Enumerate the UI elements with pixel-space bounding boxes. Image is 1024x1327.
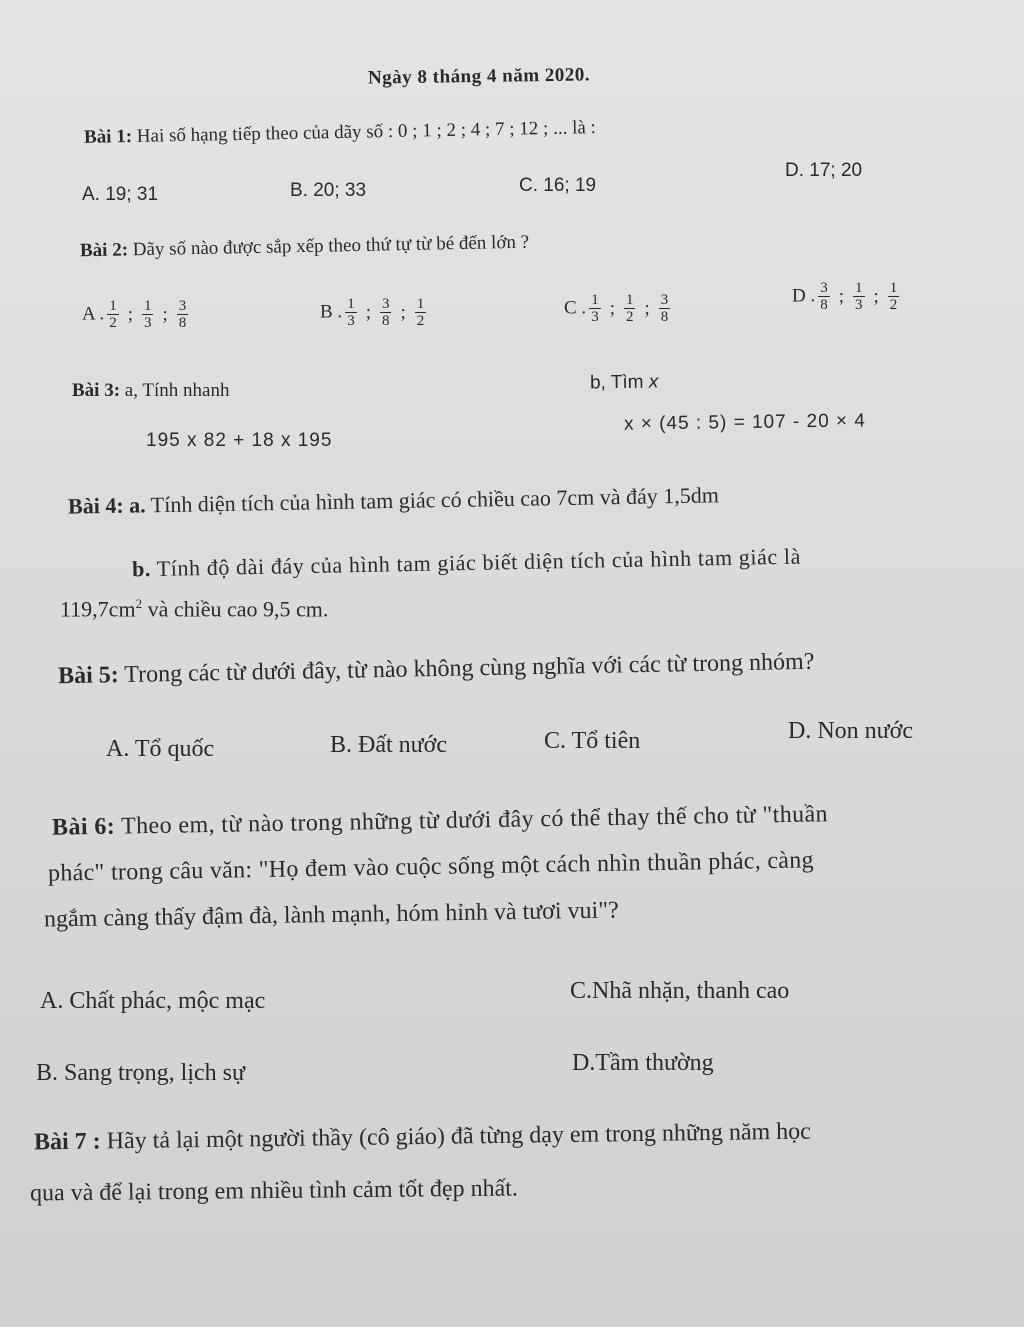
question-1 bbox=[84, 117, 596, 149]
fraction-numerator: 1 bbox=[143, 298, 152, 314]
fraction-numerator: 1 bbox=[889, 280, 898, 296]
fraction-denominator: 2 bbox=[889, 297, 898, 313]
question-4-label: Bài 4: bbox=[67, 492, 124, 519]
question-4b-label: b. bbox=[131, 556, 152, 582]
fraction bbox=[380, 296, 392, 329]
area-unit-exponent: 2 bbox=[135, 596, 143, 611]
fraction-denominator: 8 bbox=[660, 309, 669, 325]
q5-option-d: D. Non nước bbox=[788, 718, 914, 744]
fraction-separator: ; bbox=[162, 303, 168, 325]
fraction-numerator: 1 bbox=[347, 296, 355, 312]
q1-option-a: A. 19; 31 bbox=[82, 184, 159, 205]
fraction-numerator: 1 bbox=[416, 296, 425, 312]
q2-option-a bbox=[82, 298, 191, 331]
question-6-line-1 bbox=[52, 801, 828, 842]
q6-option-b: B. Sang trọng, lịch sự bbox=[36, 1060, 246, 1086]
question-3-label: Bài 3: bbox=[72, 380, 121, 401]
question-2-label: Bài 2: bbox=[79, 239, 129, 262]
q6-option-a: A. Chất phác, mộc mạc bbox=[40, 988, 266, 1014]
fraction bbox=[415, 296, 427, 329]
question-3-part-b-prefix: b, Tìm bbox=[589, 371, 644, 394]
fraction bbox=[818, 280, 830, 313]
question-4b-rest: và chiều cao 9,5 cm. bbox=[147, 596, 329, 622]
fraction-separator: ; bbox=[609, 297, 615, 319]
question-4a-label: a. bbox=[128, 492, 146, 518]
question-7-line-1 bbox=[34, 1119, 811, 1157]
question-3-expression-a: 195 x 82 + 18 x 195 bbox=[146, 430, 333, 451]
fraction-denominator: 8 bbox=[820, 297, 828, 313]
q6-option-c: C.Nhã nhặn, thanh cao bbox=[570, 978, 790, 1004]
fraction-separator: ; bbox=[127, 303, 133, 325]
q2-option-letter: D . bbox=[792, 285, 816, 307]
fraction-separator: ; bbox=[400, 301, 406, 323]
q2-option-letter: C . bbox=[564, 297, 587, 319]
question-6-line-3: ngắm càng thấy đậm đà, lành mạnh, hóm hỉnh và tươi vui"? bbox=[43, 897, 619, 933]
question-7-label: Bài 7 : bbox=[33, 1128, 101, 1156]
fraction bbox=[659, 292, 671, 325]
fraction-numerator: 1 bbox=[109, 298, 117, 314]
fraction-separator: ; bbox=[365, 301, 371, 323]
fraction-separator: ; bbox=[838, 285, 845, 307]
q2-option-b bbox=[320, 296, 429, 329]
question-6-line-2: phác" trong câu văn: "Họ đem vào cuộc sống một cách nhìn thuần phác, càng bbox=[47, 847, 815, 887]
fraction-denominator: 3 bbox=[143, 315, 152, 331]
fraction-numerator: 1 bbox=[591, 292, 599, 308]
fraction-denominator: 3 bbox=[347, 313, 355, 329]
question-1-text: Hai số hạng tiếp theo của dãy số : 0 ; 1 ; 2 ; 4 ; 7 ; 12 ; ... là : bbox=[136, 117, 597, 147]
q2-option-letter: A . bbox=[82, 303, 105, 325]
question-3 bbox=[72, 380, 229, 402]
fraction-denominator: 8 bbox=[381, 313, 390, 329]
fraction-denominator: 8 bbox=[178, 315, 187, 331]
fraction-numerator: 1 bbox=[625, 292, 634, 308]
fraction-numerator: 3 bbox=[820, 280, 828, 296]
fraction-numerator: 3 bbox=[381, 296, 390, 312]
fraction bbox=[888, 280, 900, 313]
q2-option-letter: B . bbox=[320, 301, 343, 323]
question-5-label: Bài 5: bbox=[57, 662, 119, 690]
question-4b-text: Tính độ dài đáy của hình tam giác biết diện tích của hình tam giác là bbox=[156, 543, 802, 581]
question-4a-text: Tính diện tích của hình tam giác có chiều cao 7cm và đáy 1,5dm bbox=[150, 482, 720, 518]
q5-option-b: B. Đất nước bbox=[330, 732, 448, 758]
q5-option-a: A. Tổ quốc bbox=[106, 736, 215, 762]
question-5-text: Trong các từ dưới đây, từ nào không cùng nghĩa với các từ trong nhóm? bbox=[124, 648, 815, 688]
question-5 bbox=[58, 649, 815, 691]
question-4b bbox=[132, 544, 801, 583]
area-value: 119,7cm bbox=[60, 596, 136, 622]
question-6-label: Bài 6: bbox=[51, 813, 116, 841]
question-3-part-a: a, Tính nhanh bbox=[124, 380, 230, 401]
question-6-line-1-text: Theo em, từ nào trong những từ dưới đây có thể thay thế cho từ "thuần bbox=[120, 801, 829, 840]
fraction bbox=[589, 292, 601, 325]
question-7-line-2: qua và để lại trong em nhiều tình cảm tốt đẹp nhất. bbox=[29, 1175, 518, 1207]
question-7-line-1-text: Hãy tả lại một người thầy (cô giáo) đã từng dạy em trong những năm học bbox=[106, 1118, 812, 1155]
fraction-numerator: 3 bbox=[178, 298, 187, 314]
fraction-numerator: 1 bbox=[855, 280, 863, 296]
fraction bbox=[853, 280, 865, 313]
fraction bbox=[624, 292, 636, 325]
fraction-denominator: 2 bbox=[625, 309, 634, 325]
question-2 bbox=[80, 232, 529, 263]
fraction-denominator: 3 bbox=[591, 309, 599, 325]
question-2-text: Dãy số nào được sắp xếp theo thứ tự từ bé đến lớn ? bbox=[132, 231, 530, 261]
question-3-expression-b: x × (45 : 5) = 107 - 20 × 4 bbox=[623, 410, 867, 435]
question-1-label: Bài 1: bbox=[83, 125, 133, 148]
question-3-part-b-variable: x bbox=[648, 371, 659, 393]
q5-option-c: C. Tổ tiên bbox=[544, 728, 641, 754]
fraction bbox=[107, 298, 119, 331]
fraction bbox=[177, 298, 189, 331]
fraction bbox=[345, 296, 357, 329]
question-4b-continuation bbox=[60, 596, 328, 622]
q1-option-b: B. 20; 33 bbox=[290, 180, 367, 201]
fraction bbox=[142, 298, 154, 331]
q6-option-d: D.Tầm thường bbox=[572, 1050, 714, 1076]
q2-option-c bbox=[564, 292, 673, 325]
fraction-denominator: 2 bbox=[109, 315, 117, 331]
fraction-denominator: 2 bbox=[416, 313, 425, 329]
fraction-separator: ; bbox=[644, 297, 650, 319]
question-4a bbox=[68, 482, 719, 519]
question-3-part-b bbox=[590, 372, 659, 395]
fraction-denominator: 3 bbox=[855, 297, 863, 313]
q1-option-d: D. 17; 20 bbox=[785, 160, 863, 181]
date-heading: Ngày 8 tháng 4 năm 2020. bbox=[367, 64, 591, 89]
q2-option-d bbox=[792, 280, 902, 313]
fraction-numerator: 3 bbox=[660, 292, 669, 308]
fraction-separator: ; bbox=[873, 285, 879, 307]
q1-option-c: C. 16; 19 bbox=[519, 175, 597, 196]
